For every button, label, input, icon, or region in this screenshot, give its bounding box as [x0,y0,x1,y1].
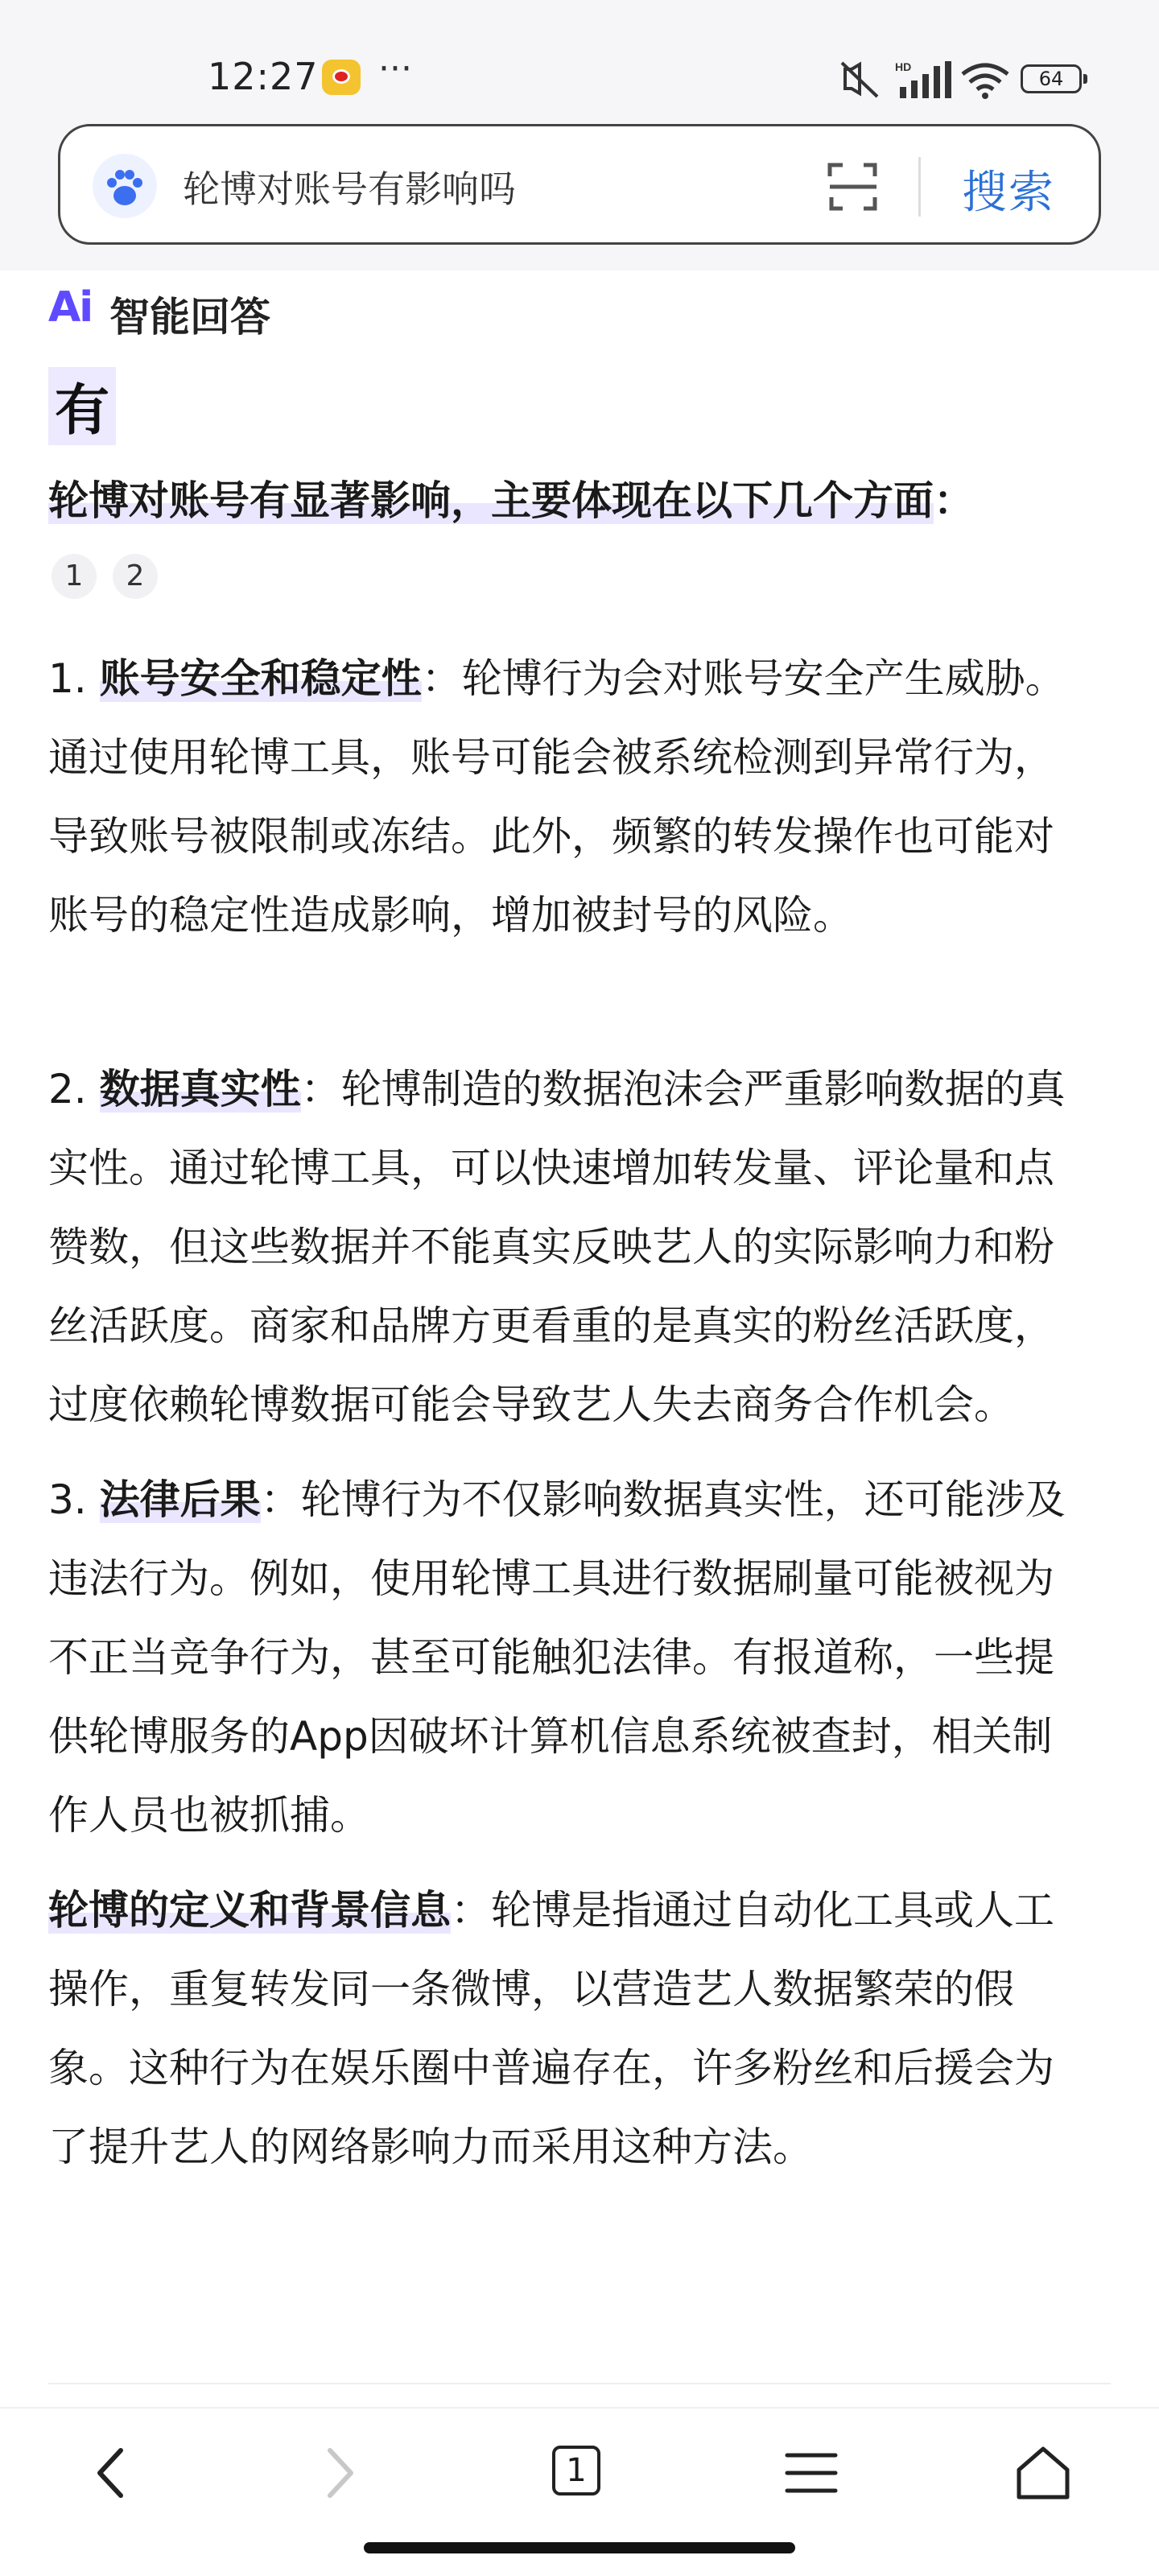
point-text: ：轮博行为会对账号安全产生威胁。通过使用轮博工具，账号可能会被系统检测到异常行为，导致账号被限制或冻结。此外，频繁的转发操作也可能对账号的稳定性造成影响，增加被封号的风险。 [48,655,1066,939]
point-text: ：轮博是指通过自动化工具或人工操作，重复转发同一条微博，以营造艺人数据繁荣的假象。这种行为在娱乐圈中普遍存在，许多粉丝和后援会为了提升艺人的网络影响力而采用这种方法。 [48,1887,1054,2170]
summary-colon: ： [934,477,974,524]
weibo-notification-icon [322,60,361,95]
status-bar [0,48,1159,106]
mute-icon [837,56,882,101]
home-icon[interactable] [1011,2441,1075,2505]
reference-badge[interactable]: 2 [113,554,158,599]
ai-answer-section [0,270,1159,2388]
summary-text: 轮博对账号有显著影响，主要体现在以下几个方面 [48,477,934,524]
back-icon[interactable] [80,2441,145,2505]
forward-icon[interactable] [306,2441,370,2505]
bottom-nav [0,2407,1159,2529]
reference-list [52,554,174,599]
answer-point [48,639,1087,955]
tab-count: 1 [552,2446,600,2496]
answer-point [48,1050,1087,1444]
more-notifications-icon: ··· [378,48,412,89]
reference-badge[interactable]: 1 [52,554,97,599]
answer-summary [48,469,974,526]
status-time: 12:27 [208,55,319,98]
top-chrome [0,0,1159,270]
signal-icon [895,60,956,100]
search-input[interactable]: 轮博对账号有影响吗 [183,167,516,211]
point-keyword: 账号安全和稳定性 [99,655,422,702]
point-number: 3. [48,1476,100,1523]
ai-answer-title: 智能回答 [109,294,270,341]
answer-point [48,1871,1087,2186]
point-text: ：轮博制造的数据泡沫会严重影响数据的真实性。通过轮博工具，可以快速增加转发量、评论量和点赞数，但这些数据并不能真实反映艺人的实际影响力和粉丝活跃度。商家和品牌方更看重的是真实的粉丝活跃度，过度依赖轮博数据可能会导致艺人失去商务合作机会。 [48,1066,1066,1428]
status-icons [837,56,1103,101]
search-bar[interactable] [58,124,1101,245]
point-number: 1. [48,655,100,702]
short-answer: 有 [48,367,116,445]
baidu-paw-icon [93,154,157,218]
search-button[interactable]: 搜索 [962,167,1055,219]
content-divider [48,2383,1111,2384]
home-indicator[interactable] [364,2542,795,2553]
tabs-button[interactable] [547,2441,612,2505]
point-text: ：轮博行为不仅影响数据真实性，还可能涉及违法行为。例如，使用轮博工具进行数据刷量可能被视为不正当竞争行为，甚至可能触犯法律。有报道称，一些提供轮博服务的App因破坏计算机信息系统被查封，相关制作人员也被抓捕。 [48,1476,1066,1839]
point-keyword: 数据真实性 [99,1066,301,1113]
answer-point [48,1460,1087,1855]
point-keyword: 法律后果 [99,1476,261,1523]
point-keyword: 轮博的定义和背景信息 [48,1887,451,1934]
svg-text:HD: HD [895,60,912,73]
battery-icon: 64 [1021,64,1082,93]
scan-icon[interactable] [825,159,881,215]
wifi-icon [959,61,1011,100]
point-number: 2. [48,1066,100,1113]
search-divider [918,157,921,217]
menu-icon[interactable] [779,2441,843,2505]
ai-logo-icon: Ai [48,283,93,332]
